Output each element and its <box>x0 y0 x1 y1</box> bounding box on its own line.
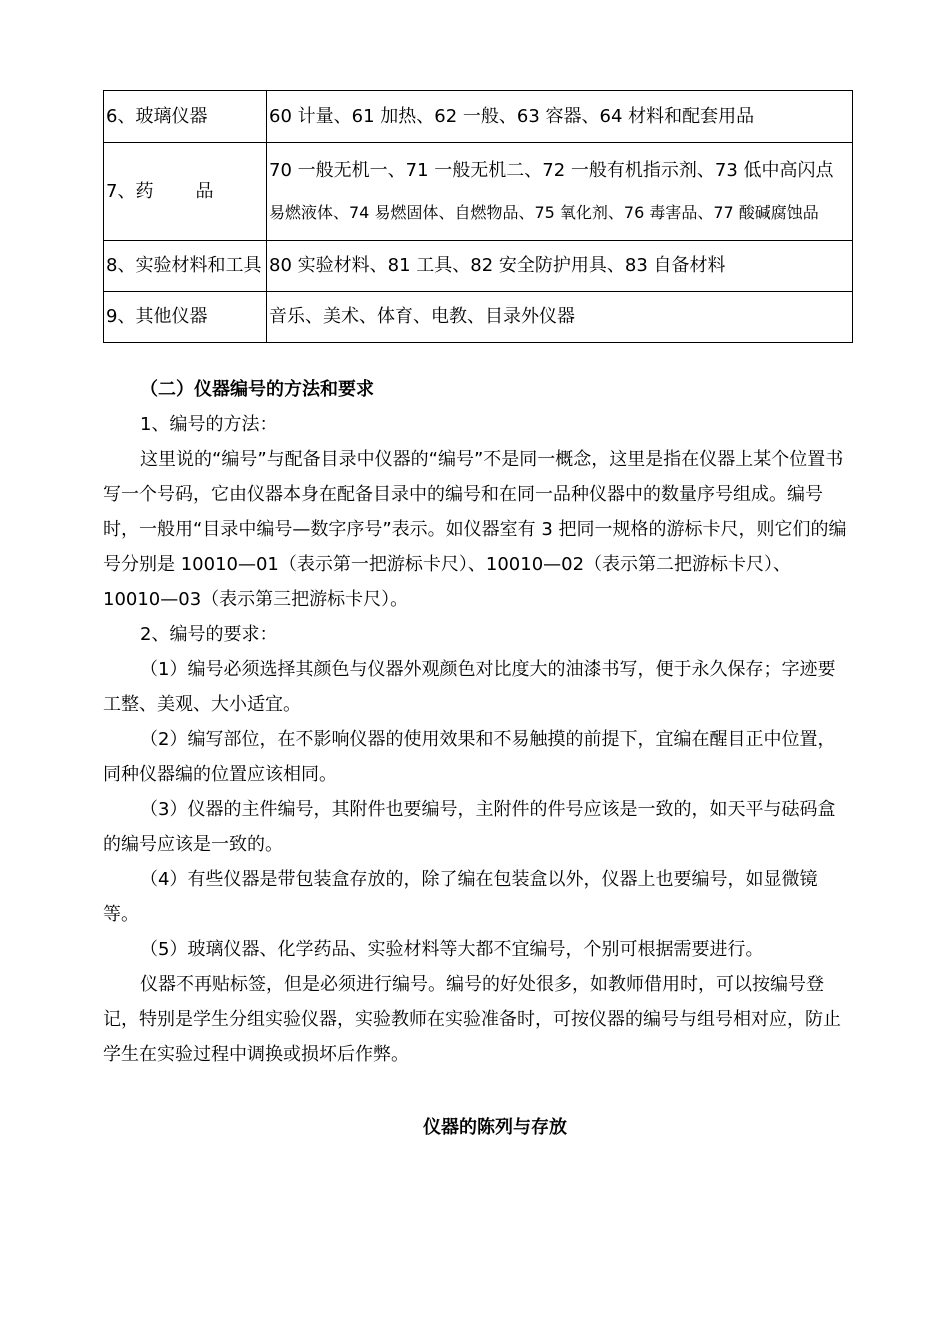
table-row <box>104 143 853 241</box>
subheading-requirements: 2、编号的要求： <box>140 624 278 645</box>
table-row <box>104 241 853 292</box>
requirement-item: （2）编写部位，在不影响仪器的使用效果和不易触摸的前提下，宜编在醒目正中位置，同种仪器编的位置应该相同。 <box>103 729 836 785</box>
category-table <box>103 90 853 343</box>
items-cell: 80 实验材料、81 工具、82 安全防护用具、83 自备材料 <box>267 241 853 292</box>
items-line: 70 一般无机一、71 一般无机二、72 一般有机指示剂、73 低中高闪点 <box>269 159 834 181</box>
items-cell: 60 计量、61 加热、62 一般、63 容器、64 材料和配套用品 <box>267 91 853 143</box>
items-cell <box>267 143 853 241</box>
requirement-item: （3）仪器的主件编号，其附件也要编号，主附件的件号应该是一致的，如天平与砝码盒的编号应该是一致的。 <box>103 799 836 855</box>
category-cell <box>104 143 267 241</box>
table-row <box>104 292 853 343</box>
category-prefix: 7、药 <box>106 180 154 202</box>
category-cell: 9、其他仪器 <box>104 292 267 343</box>
category-suffix: 品 <box>195 180 214 202</box>
category-cell: 6、玻璃仪器 <box>104 91 267 143</box>
requirement-item: （5）玻璃仪器、化学药品、实验材料等大都不宜编号，个别可根据需要进行。 <box>140 939 764 960</box>
items-cell: 音乐、美术、体育、电教、目录外仪器 <box>267 292 853 343</box>
table-row <box>104 91 853 143</box>
paragraph: 这里说的“编号”与配备目录中仪器的“编号”不是同一概念，这里是指在仪器上某个位置书写一个号码，它由仪器本身在配备目录中的编号和在同一品种仪器中的数量序号组成。编号时，一般用“目录中编号—数字序号”表示。如仪器室有 3 把同一规格的游标卡尺，则它们的编号分别是 10010—01（表示第一把游标卡尺）、10010—02（表示第二把游标卡尺）、10010—03（表示第三把游标卡尺）。 <box>103 449 847 610</box>
items-line: 易燃液体、74 易燃固体、自燃物品、75 氧化剂、76 毒害品、77 酸碱腐蚀品 <box>269 202 819 222</box>
section-heading: （二）仪器编号的方法和要求 <box>140 379 374 400</box>
category-cell: 8、实验材料和工具 <box>104 241 267 292</box>
requirement-item: （4）有些仪器是带包装盒存放的，除了编在包装盒以外，仪器上也要编号，如显微镜等。 <box>103 869 818 925</box>
next-section-title: 仪器的陈列与存放 <box>423 1117 567 1138</box>
paragraph: 仪器不再贴标签，但是必须进行编号。编号的好处很多，如教师借用时，可以按编号登记，特别是学生分组实验仪器，实验教师在实验准备时，可按仪器的编号与组号相对应，防止学生在实验过程中调换或损坏后作弊。 <box>103 974 841 1065</box>
requirement-item: （1）编号必须选择其颜色与仪器外观颜色对比度大的油漆书写，便于永久保存；字迹要工整、美观、大小适宜。 <box>103 659 836 715</box>
subheading-method: 1、编号的方法： <box>140 414 278 435</box>
